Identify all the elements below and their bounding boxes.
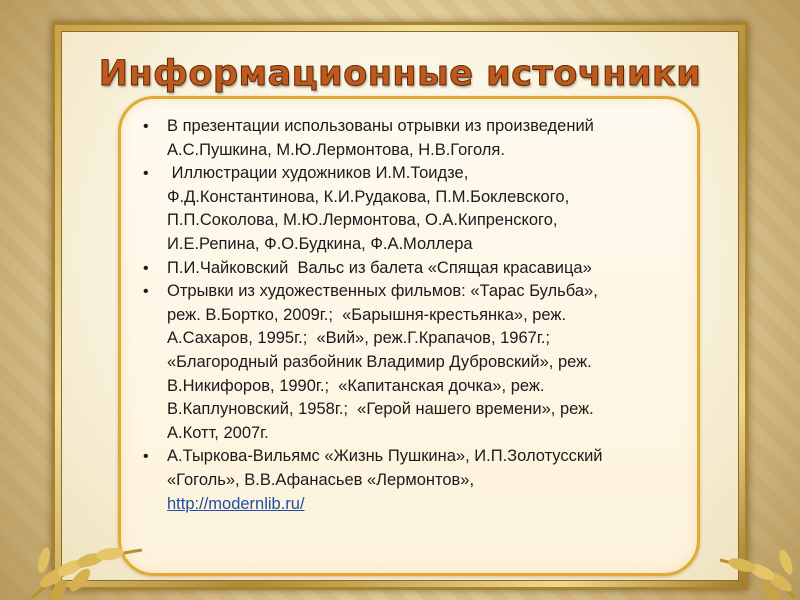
list-item-line: Ф.Д.Константинова, К.И.Рудакова, П.М.Боклевского, (167, 187, 570, 206)
list-item-line: «Гоголь», В.В.Афанасьев «Лермонтов», (167, 470, 475, 489)
list-item-line: В презентации использованы отрывки из произведений (167, 117, 594, 135)
list-item-line: «Благородный разбойник Владимир Дубровский», реж. (167, 352, 592, 371)
list-item (143, 162, 683, 256)
list-item-line: А.Сахаров, 1995г.; «Вий», реж.Г.Крапачов, 1967г.; (167, 329, 550, 348)
bullet-icon: • (143, 448, 149, 466)
list-item-line: А.Котт, 2007г. (167, 423, 269, 442)
list-item-line: И.Е.Репина, Ф.О.Будкина, Ф.А.Моллера (167, 234, 473, 253)
list-item (143, 445, 683, 516)
source-link[interactable]: http://modernlib.ru/ (167, 494, 305, 513)
list-item-line: А.Тыркова-Вильямс «Жизнь Пушкина», И.П.Золотусский (167, 447, 603, 466)
slide-title: Информационные источники (98, 54, 702, 94)
sources-list (143, 115, 683, 516)
slide-panel (61, 31, 739, 581)
list-item-line: В.Каплуновский, 1958г.; «Герой нашего времени», реж. (167, 400, 594, 419)
list-item-line: А.С.Пушкина, М.Ю.Лермонтова, Н.В.Гоголя. (167, 140, 505, 159)
list-item-line: В.Никифоров, 1990г.; «Капитанская дочка», реж. (167, 376, 545, 395)
bullet-icon: • (143, 259, 149, 277)
list-item (143, 257, 683, 281)
list-item-line: Отрывки из художественных фильмов: «Тарас Бульба», (167, 282, 598, 301)
list-item-line: реж. В.Бортко, 2009г.; «Барышня-крестьянка», реж. (167, 305, 567, 324)
list-item-line: П.П.Соколова, М.Ю.Лермонтова, О.А.Кипренского, (167, 211, 558, 230)
slide-frame (52, 22, 748, 590)
list-item (143, 280, 683, 445)
list-item (143, 115, 683, 162)
list-item-line: Иллюстрации художников И.М.Тоидзе, (167, 164, 469, 183)
bullet-icon: • (143, 165, 149, 183)
list-item-line: П.И.Чайковский Вальс из балета «Спящая красавица» (167, 258, 592, 277)
bullet-icon: • (143, 283, 149, 301)
sources-box (118, 96, 700, 576)
bullet-icon: • (143, 118, 149, 135)
